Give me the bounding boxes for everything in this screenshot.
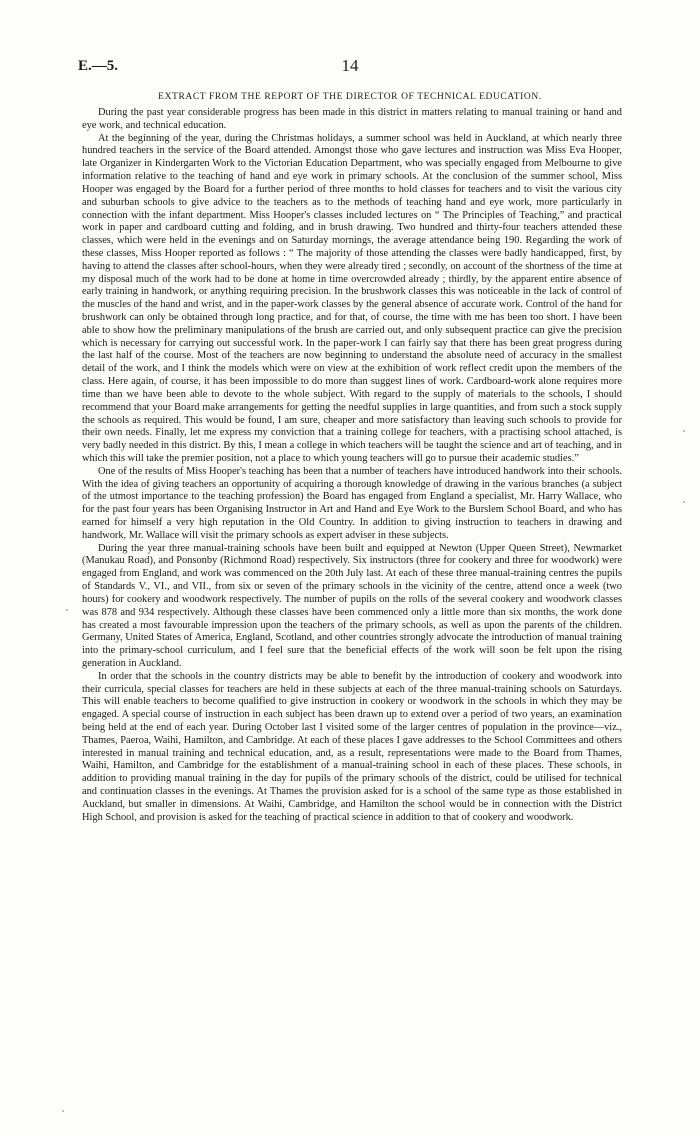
scan-speck <box>62 1110 64 1112</box>
paragraph: During the past year considerable progress has been made in this district in matters relating to manual training or hand and eye work, and technical education. <box>82 107 622 131</box>
section-title: EXTRACT FROM THE REPORT OF THE DIRECTOR OF TECHNICAL EDUCATION. <box>158 92 542 102</box>
paragraph: At the beginning of the year, during the Christmas holidays, a summer school was held in Auckland, at which nearly three hundred teachers in the service of the Board attended. Amongst those who gave lectures and instruction was Miss Eva Hooper, late Organizer in Kindergarten Work to the Victorian Education Department, who was specially engaged from Melbourne to give information relative to the teaching of hand and eye work in primary schools. At the conclusion of the summer school, Miss Hooper was engaged by the Board for a further period of three months to hold classes for teachers and to visit the various city and suburban schools to give advice to the teachers as to the methods of teaching hand and eye work, more particularly in connection with the infant department. Miss Hooper's classes included lectures on “ The Principles of Teaching,” and practical work in paper and cardboard cutting and folding, and in brush drawing. Two hundred and thirty-four teachers attended these classes, which were held in the evenings and on Saturday mornings, the average attendance being 190. Regarding the work of these classes, Miss Hooper reported as follows : “ The majority of those attending the classes were badly handicapped, first, by having to attend the classes after school-hours, when they were already tired ; secondly, on account of the shortness of the time at my disposal much of the work had to be done at home in time overcrowded already ; thirdly, by the apparent entire absence of early training in handwork, or anything requiring precision. In the brushwork classes this was noticeable in the lack of control of the muscles of the hand and wrist, and in the paper-work classes by the general absence of accurate work. Control of the hand for brushwork can only be obtained through long practice, and for that, of course, the time with me has been too short. I have been able to show how the preliminary manipulations of the brush are carried out, and only subsequent practice can give the precision which is necessary for carrying out successful work. In the paper-work I can fairly say that there has been great progress during the last half of the course. Most of the teachers are now beginning to understand the absolute need of accuracy in the smallest detail of the work, and I think the models which were on view at the exhibition of work reflect credit upon the members of the class. Here again, of course, it has been impossible to do more than suggest lines of work. Cardboard-work alone requires more time than we have been able to devote to the whole subject. With regard to the supply of materials to the schools, I should recommend that your Board make arrangements for getting the needful supplies in large quantities, and from such a stock supply the schools as required. This would be found, I am sure, cheaper and more satisfactory than leaving such schools to provide for their own needs. Finally, let me express my conviction that a training college for teachers, with a practising school attached, is very badly needed in this district. By this, I mean a college in which teachers will be taught the science and art of teaching, and in which this will take the premier position, not a place to which young teachers will go to pursue their academic studies.” <box>82 132 622 464</box>
paragraph: During the year three manual-training schools have been built and equipped at Newton (Upper Queen Street), Newmarket (Manukau Road), and Ponsonby (Richmond Road) respectively. Six instructors (three for cookery and three for woodwork) were engaged from England, and work was commenced on the 20th July last. At each of these three manual-training centres the pupils of Standards V., VI., and VII., from six or seven of the primary schools in the vicinity of the centre, attend once a week (two hours) for cookery and woodwork respectively. The number of pupils on the rolls of the several cookery and woodwork classes was 878 and 934 respectively. Although these classes have been commenced only a little more than six months, the work done has created a most favourable impression upon the teachers of the primary schools, as well as upon the parents of the children. Germany, United States of America, England, Scotland, and other countries strongly advocate the introduction of manual training into the primary-school curriculum, and I feel sure that the beneficial effects of the work will soon be felt upon the rising generation in Auckland. <box>82 542 622 669</box>
page-header <box>78 58 622 78</box>
scan-speck <box>66 609 68 611</box>
scan-speck <box>683 501 685 503</box>
scan-speck <box>683 430 685 432</box>
report-body <box>82 107 622 825</box>
paragraph: One of the results of Miss Hooper's teaching has been that a number of teachers have introduced handwork into their schools. With the idea of giving teachers an opportunity of acquiring a thorough knowledge of drawing in the various branches (a subject of the utmost importance to the teaching profession) the Board has engaged from England a specialist, Mr. Harry Wallace, who for the past four years has been Organising Instructor in Art and Hand and Eye Work to the Burslem School Board, and who has earned for himself a very high reputation in the Old Country. In addition to giving instruction to teachers in drawing and handwork, Mr. Wallace will visit the primary schools as expert adviser in these subjects. <box>82 465 622 541</box>
page-number: 14 <box>341 56 359 75</box>
report-reference: E.—5. <box>78 58 119 74</box>
paragraph: In order that the schools in the country districts may be able to benefit by the introduction of cookery and woodwork into their curricula, special classes for teachers are held in these subjects at each of the three manual-training schools on Saturdays. This will enable teachers to become qualified to give instruction in cookery or woodwork in the schools in which they may be engaged. A special course of instruction in each subject has been drawn up to extend over a period of two years, an examination being held at the end of each year. During October last I visited some of the larger centres of population in the province—viz., Thames, Paeroa, Waihi, Hamilton, and Cambridge. At each of these places I gave addresses to the School Committees and others interested in manual training and technical education, and, as a result, representations were made to the Board from Thames, Waihi, Hamilton, and Cambridge for the establishment of a manual-training school in each of these places. These schools, in addition to providing manual training in the day for pupils of the primary schools of the district, could be utilised for technical and continuation classes in the evenings. At Thames the provision asked for is a school of the same type as those established in Auckland, but smaller in dimensions. At Waihi, Cambridge, and Hamilton the school would be in connection with the District High School, and provision is asked for the teaching of practical science in addition to that of cookery and woodwork. <box>82 670 622 823</box>
